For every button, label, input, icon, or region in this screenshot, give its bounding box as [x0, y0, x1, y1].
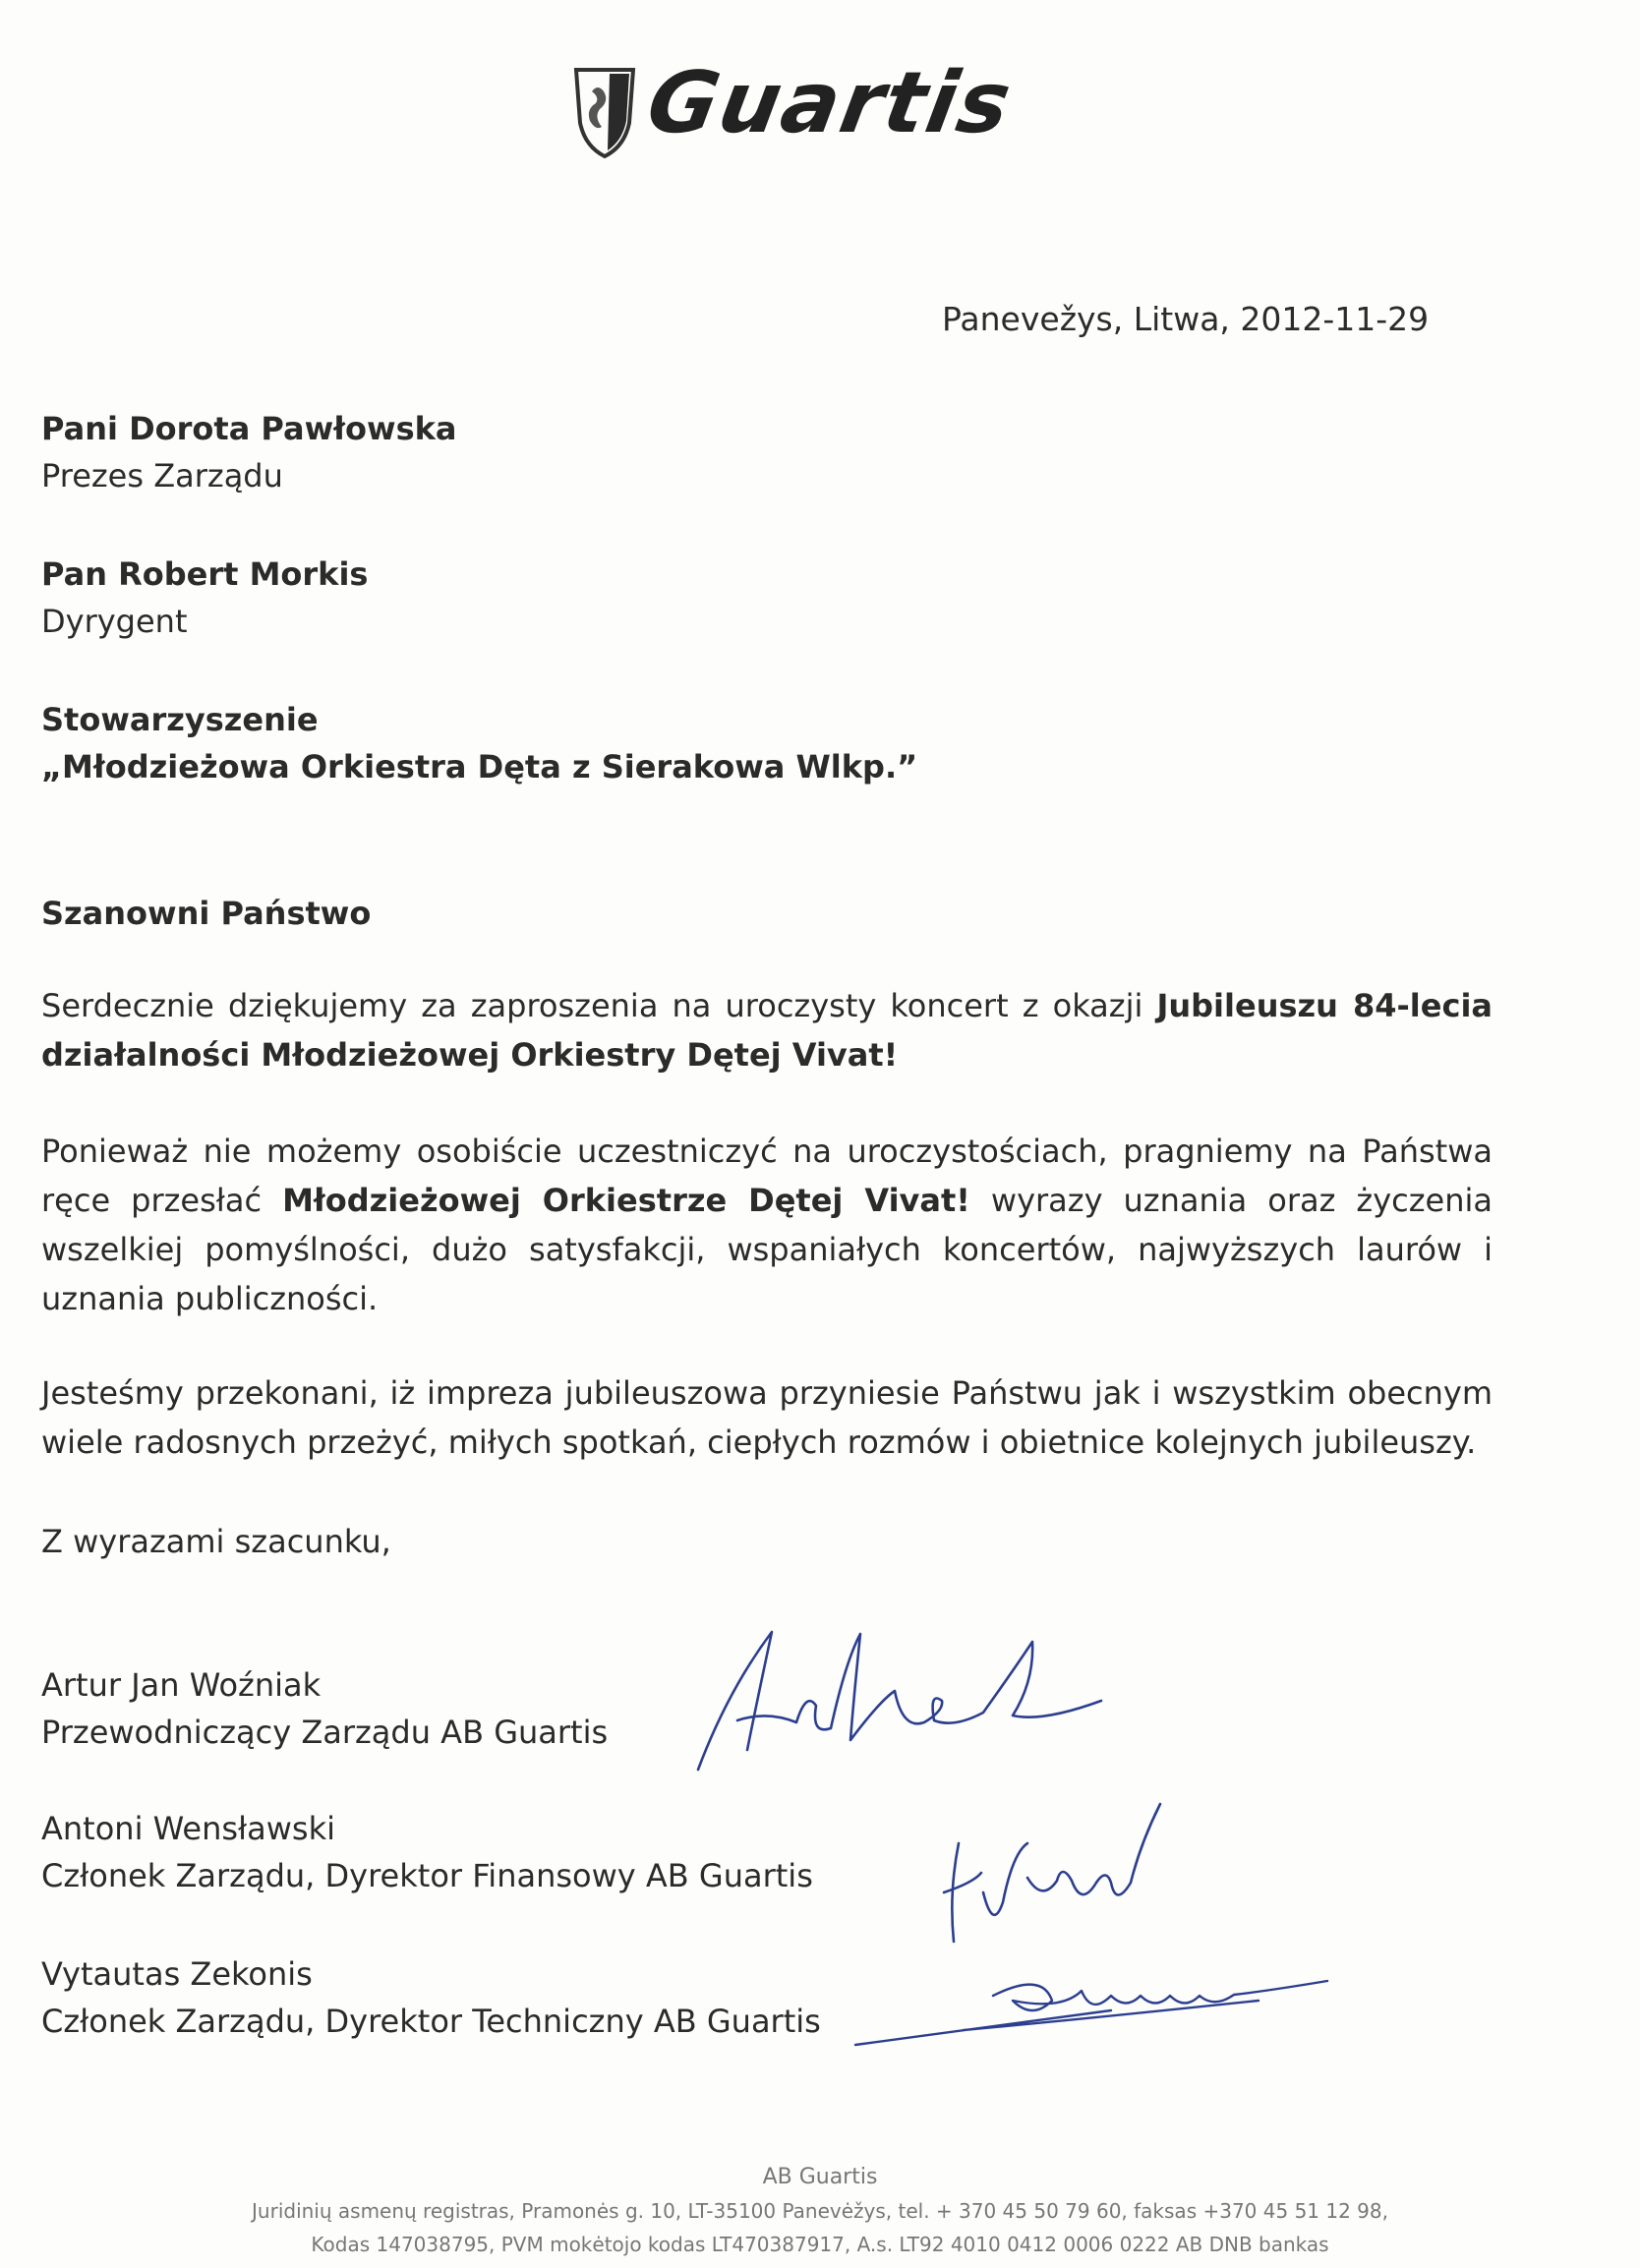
recipient-name: Stowarzyszenie — [41, 701, 319, 738]
signature-2 — [934, 1784, 1209, 1961]
signatory-3 — [41, 1950, 821, 2045]
paragraph-2 — [41, 1127, 1493, 1323]
recipient-role: „Młodzieżowa Orkiestra Dęta z Sierakowa Wlkp.” — [41, 748, 918, 785]
letter-date: Panevežys, Litwa, 2012-11-29 — [942, 300, 1430, 338]
company-logo — [570, 54, 1020, 162]
signatory-name: Antoni Wensławski — [41, 1810, 336, 1847]
recipient-role: Prezes Zarządu — [41, 457, 283, 494]
salutation: Szanowni Państwo — [41, 895, 372, 932]
footer-line-2: Kodas 147038795, PVM mokėtojo kodas LT470387917, A.s. LT92 4010 0412 0006 0222 AB DNB bankas — [311, 2233, 1329, 2256]
recipient-role: Dyrygent — [41, 603, 188, 640]
footer — [0, 2161, 1640, 2261]
recipient-2 — [41, 551, 368, 645]
signatory-title: Członek Zarządu, Dyrektor Finansowy AB Guartis — [41, 1857, 813, 1894]
paragraph-1 — [41, 981, 1493, 1079]
recipient-name: Pan Robert Morkis — [41, 555, 369, 593]
closing: Z wyrazami szacunku, — [41, 1523, 391, 1560]
signature-1 — [688, 1612, 1160, 1789]
signature-3 — [846, 1951, 1396, 2060]
signatory-name: Vytautas Zekonis — [41, 1955, 313, 1993]
paragraph-3: Jesteśmy przekonani, iż impreza jubileuszowa przyniesie Państwu jak i wszystkim obecnym wiele radosnych przeżyć, miłych spotkań, ciepłych rozmów i obietnice kolejnych jubileuszy. — [41, 1374, 1493, 1461]
signatory-1 — [41, 1661, 608, 1756]
paragraph-text: Ponieważ nie możemy osobiście uczestniczyć na uroczystościach, pragniemy na Państwa ręce przesłać — [41, 1133, 1493, 1219]
paragraph-emphasis: Młodzieżowej Orkiestrze Dętej Vivat! — [282, 1182, 970, 1219]
guartis-shield-icon — [570, 62, 639, 160]
paragraph-text: wyrazy uznania oraz życzenia wszelkiej pomyślności, dużo satysfakcji, wspaniałych koncertów, najwyższych laurów i uznania publiczności. — [41, 1182, 1494, 1317]
footer-company: AB Guartis — [762, 2165, 878, 2189]
recipient-name: Pani Dorota Pawłowska — [41, 410, 457, 447]
paragraph-text: Serdecznie dziękujemy za zaproszenia na uroczysty koncert z okazji — [41, 987, 1157, 1024]
logo-wordmark: Guartis — [640, 54, 1020, 152]
recipient-3 — [41, 696, 917, 790]
signatory-2 — [41, 1805, 813, 1899]
signatory-title: Przewodniczący Zarządu AB Guartis — [41, 1714, 609, 1751]
paragraph-emphasis: Jubileuszu 84-lecia działalności Młodzieżowej Orkiestry Dętej Vivat! — [41, 987, 1494, 1074]
footer-line-1: Juridinių asmenų registras, Pramonės g. 10, LT-35100 Panevėžys, tel. + 370 45 50 79 60, faksas +370 45 51 12 98, — [252, 2199, 1388, 2223]
recipient-1 — [41, 405, 457, 499]
signatory-title: Członek Zarządu, Dyrektor Techniczny AB Guartis — [41, 2003, 821, 2040]
signatory-name: Artur Jan Woźniak — [41, 1666, 322, 1704]
